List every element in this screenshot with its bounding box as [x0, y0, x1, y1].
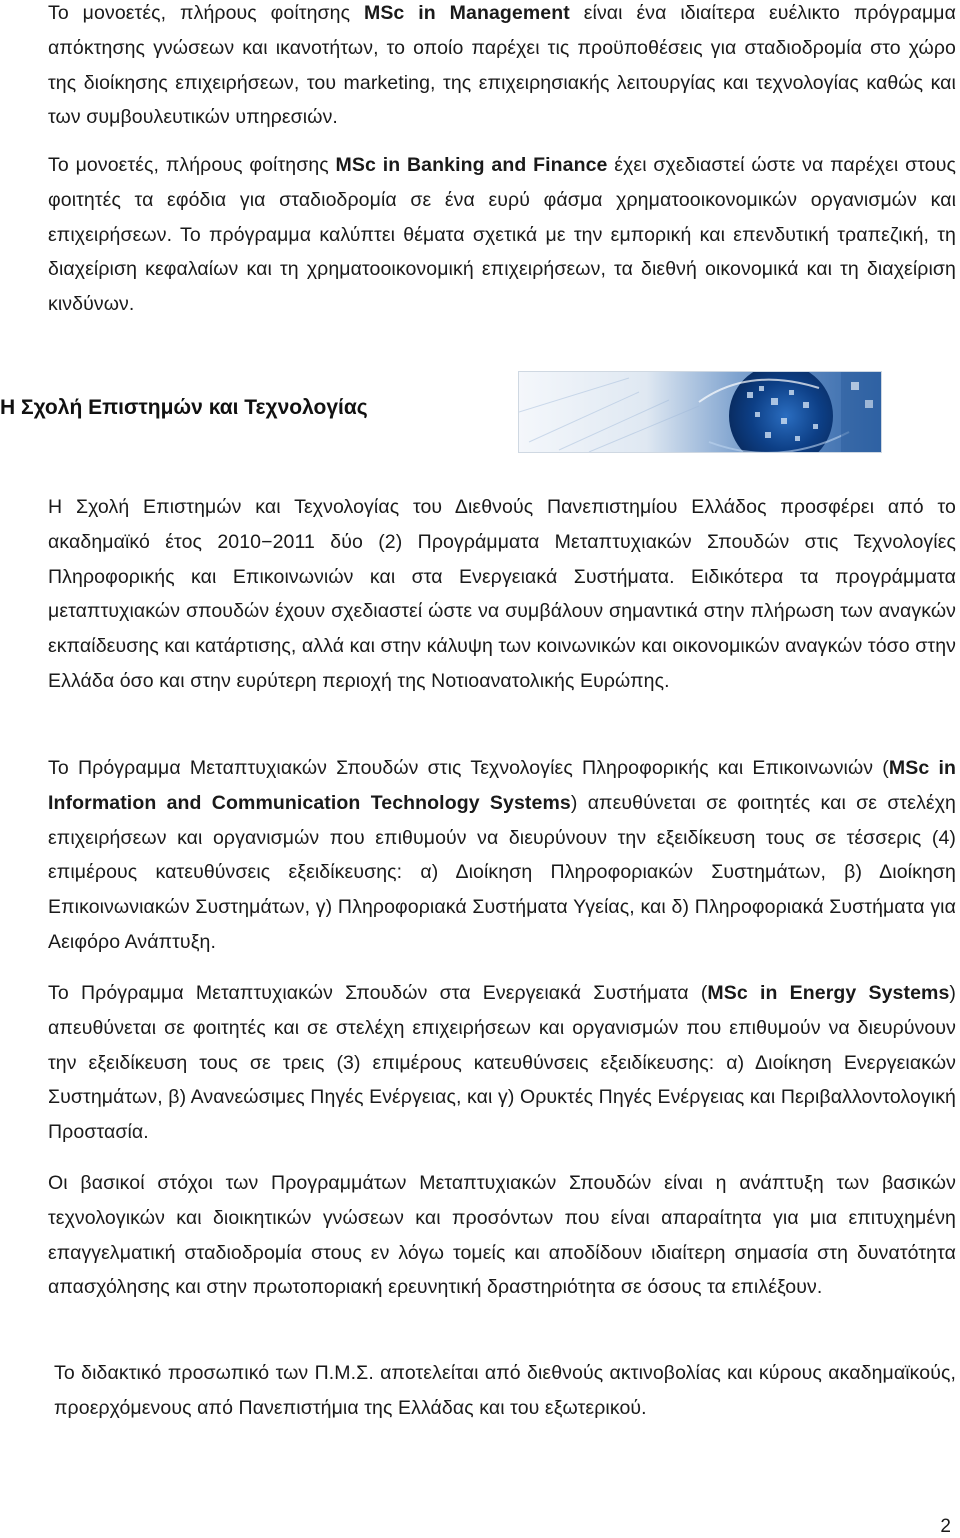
- paragraph-school-intro: Η Σχολή Επιστημών και Τεχνολογίας του Διεθνούς Πανεπιστημίου Ελλάδος προσφέρει από το ακαδημαϊκό έτος 2010−2011 δύο (2) Προγράμματα Μεταπτυχιακών Σπουδών στις Τεχνολογίες Πληροφορικής και Επικοινωνιών και στα Ενεργειακά Συστήματα. Ειδικότερα τα προγράμματα μεταπτυχιακών σπουδών έχουν σχεδιαστεί ώστε να συμβάλουν σημαντικά στην πλήρωση των αναγκών εκπαίδευσης και κατάρτισης, αλλά και στην κάλυψη των κοινωνικών και οικονομικών αναγκών τόσο στην Ελλάδα όσο και στην ευρύτερη περιοχή της Νοτιοανατολικής Ευρώπης.: [48, 496, 956, 692]
- program-name-ict: MSc in Information and Communication Technology Systems: [48, 757, 956, 814]
- text: Το μονοετές, πλήρους φοίτησης: [48, 154, 336, 176]
- section-heading: Η Σχολή Επιστημών και Τεχνολογίας: [0, 396, 368, 419]
- technology-banner-image: [518, 371, 882, 453]
- program-name-management: MSc in Management: [363, 2, 570, 24]
- text: Το Πρόγραμμα Μεταπτυχιακών Σπουδών στα Ενεργειακά Συστήματα (: [48, 982, 708, 1004]
- paragraph-msc-ict: [48, 751, 956, 960]
- paragraph-msc-banking: [48, 148, 956, 322]
- text: είναι ένα ιδιαίτερα ευέλικτο πρόγραμμα απόκτησης γνώσεων και ικανοτήτων, το οποίο παρέχει τις προϋποθέσεις για σταδιοδρομία στο χώρο της διοίκησης επιχειρήσεων, του marketing, της επιχειρησιακής λειτουργίας και τεχνολογίας καθώς και των συμβουλευτικών υπηρεσιών.: [48, 2, 956, 129]
- text: ) απευθύνεται σε φοιτητές και σε στελέχη επιχειρήσεων και οργανισμών που επιθυμούν να διευρύνουν την εξειδίκευση τους σε τέσσερις (4) επιμέρους κατευθύνσεις εξειδίκευσης: α) Διοίκηση Πληροφοριακών Συστημάτων, β) Διοίκηση Επικοινωνιακών Συστημάτων, γ) Πληροφοριακά Συστήματα Υγείας, και δ) Πληροφοριακά Συστήματα για Αειφόρο Ανάπτυξη.: [48, 791, 957, 953]
- page-number: 2: [940, 1516, 951, 1537]
- paragraph-teaching-staff: Το διδακτικό προσωπικό των Π.Μ.Σ. αποτελείται από διεθνούς ακτινοβολίας και κύρους ακαδημαϊκούς, προερχόμενους από Πανεπιστήμια της Ελλάδας και του εξωτερικού.: [54, 1362, 956, 1419]
- text: έχει σχεδιαστεί ώστε να παρέχει στους φοιτητές τα εφόδια για σταδιοδρομία σε ένα ευρύ φάσμα χρηματοοικονομικών οργανισμών και επιχειρήσεων. Το πρόγραμμα καλύπτει θέματα σχετικά με την εμπορική και επενδυτική τραπεζική, τη διαχείριση κεφαλαίων και τη χρηματοοικονομική επιχειρήσεων, τα διεθνή οικονομικά και τη διαχείριση κινδύνων.: [48, 154, 956, 316]
- program-name-energy: MSc in Energy Systems: [707, 982, 950, 1004]
- paragraph-msc-management: [48, 0, 956, 135]
- text: ) απευθύνεται σε φοιτητές και σε στελέχη επιχειρήσεων και οργανισμών που επιθυμούν να διευρύνουν την εξειδίκευση τους σε τρεις (3) επιμέρους κατευθύνσεις εξειδίκευσης: α) Διοίκηση Ενεργειακών Συστημάτων, β) Ανανεώσιμες Πηγές Ενέργειας, και γ) Ορυκτές Πηγές Ενέργειας και Περιβαλλοντολογική Προστασία.: [48, 982, 956, 1144]
- program-name-banking: MSc in Banking and Finance: [335, 154, 608, 176]
- text: Το Πρόγραμμα Μεταπτυχιακών Σπουδών στις Τεχνολογίες Πληροφορικής και Επικοινωνιών (: [48, 757, 889, 779]
- paragraph-msc-energy: [48, 976, 956, 1150]
- text: Το μονοετές, πλήρους φοίτησης: [48, 2, 364, 24]
- paragraph-program-goals: Οι βασικοί στόχοι των Προγραμμάτων Μεταπτυχιακών Σπουδών είναι η ανάπτυξη των βασικών τεχνολογικών και διοικητικών γνώσεων και προσόντων που είναι απαραίτητα για μια επιτυχημένη επαγγελματική σταδιοδρομία στους εν λόγω τομείς και αποδίδουν ιδιαίτερη σημασία στη δυνατότητα απασχόλησης και στην πρωτοποριακή ερευνητική δραστηριότητα σε όσους τα επιλέξουν.: [48, 1172, 956, 1299]
